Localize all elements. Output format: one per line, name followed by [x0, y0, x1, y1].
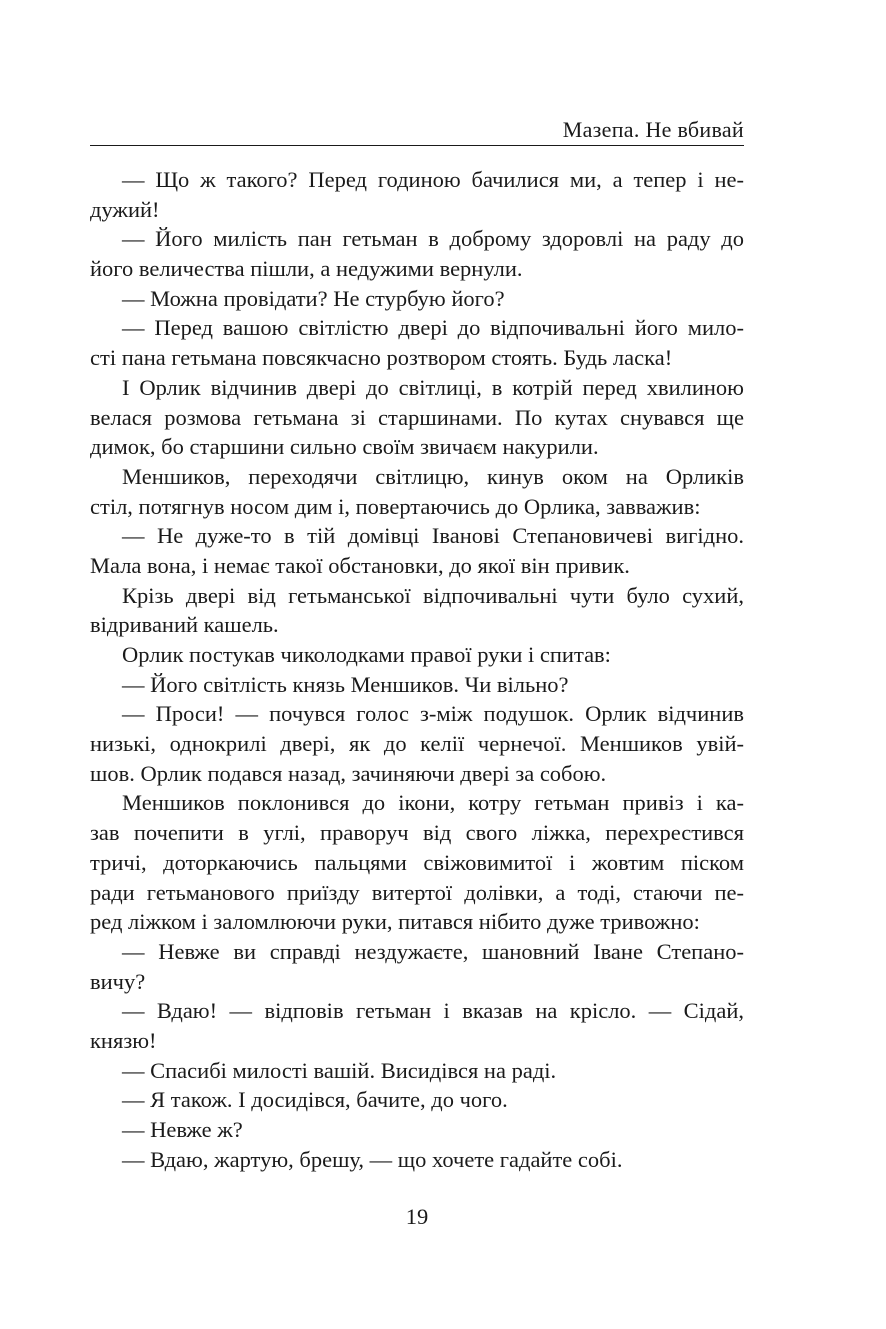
text-line: — Спасибі милості вашій. Висидівся на раді. [122, 1057, 557, 1083]
text-line: відриваний кашель. [90, 612, 279, 638]
text-line: — Його світлість князь Меншиков. Чи вільно? [122, 671, 569, 697]
text-line: І Орлик відчинив двері до світлиці, в котрій перед хвилиною [122, 374, 744, 400]
text-line: велася розмова гетьмана зі старшинами. По кутах снувався ще [90, 404, 744, 430]
text-line: — Не дуже-то в тій домівці Івановi Степановичеві вигідно. [122, 523, 744, 549]
text-line: зав почепити в углі, праворуч від свого ліжка, перехрестився [90, 820, 744, 846]
text-line: — Можна провідати? Не стурбую його? [122, 285, 505, 311]
text-line: — Невже ви справді нездужаєте, шановний Іване Степано- [122, 938, 744, 964]
text-line: ради гетьманового приїзду витертої долівки, а тоді, стаючи пе- [90, 879, 744, 905]
text-line: — Що ж такого? Перед годиною бачилися ми, а тепер і не- [122, 167, 744, 192]
header-rule [90, 145, 744, 146]
text-line: його величества пішли, а недужими вернули. [90, 256, 523, 282]
text-line: вичу? [90, 968, 146, 994]
text-line: — Вдаю, жартую, брешу, — що хочете гадайте собі. [122, 1146, 623, 1172]
text-line: князю! [90, 1027, 157, 1053]
page-text-body [90, 165, 744, 1174]
text-line: сті пана гетьмана повсякчасно розтвором стоять. Будь ласка! [90, 345, 673, 371]
text-line: шов. Орлик подався назад, зачиняючи двері за собою. [90, 760, 607, 786]
text-line: низькі, однокрилі двері, як до келії чернечої. Меншиков увій- [90, 731, 744, 757]
text-line: Орлик постукав чиколодками правої руки і спитав: [122, 642, 611, 667]
text-line: — Його милість пан гетьман в доброму здоровлі на раду до [122, 226, 744, 252]
text-line: ред ліжком і заломлюючи руки, питався нібито дуже тривожно: [90, 909, 700, 935]
text-line: — Я також. І досидівся, бачите, до чого. [122, 1087, 508, 1113]
text-line: — Невже ж? [122, 1117, 243, 1142]
page-number: 19 [405, 1204, 429, 1229]
text-line: тричі, доторкаючись пальцями свіжовимитої і жовтим піском [90, 849, 744, 875]
text-line: стіл, потягнув носом дим і, повертаючись до Орлика, завважив: [90, 493, 701, 519]
text-line: Меншиков поклонився до ікони, котру гетьман привіз і ка- [122, 790, 744, 816]
text-line: — Проси! — почувся голос з-між подушок. Орлик відчинив [122, 701, 744, 727]
text-line: димок, бо старшини сильно своїм звичаєм накурили. [90, 434, 599, 460]
text-line: — Вдаю! — відповів гетьман і вказав на крісло. — Сідай, [122, 998, 744, 1024]
text-line: — Перед вашою світлістю двері до відпочивальні його мило- [122, 315, 744, 341]
text-line: дужий! [90, 196, 160, 222]
text-line: Крізь двері від гетьманської відпочивальні чути було сухий, [122, 582, 744, 608]
text-line: Мала вона, і немає такої обстановки, до якої він привик. [90, 552, 630, 578]
running-head-title: Мазепа. Не вбивай [562, 117, 744, 142]
text-line: Меншиков, переходячи світлицю, кинув оком на Орликів [122, 463, 744, 489]
